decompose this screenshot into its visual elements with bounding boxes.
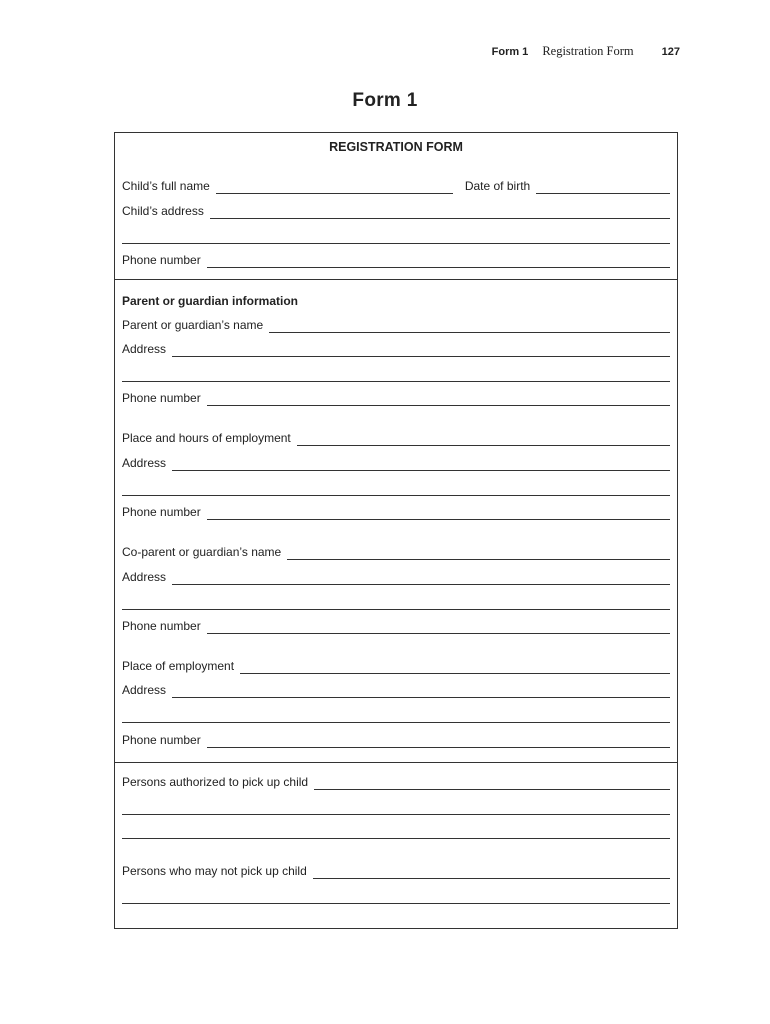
coparent-employment-phone-field[interactable]: [207, 735, 670, 748]
authorized-pickup-field-2[interactable]: [122, 802, 670, 815]
date-of-birth-field[interactable]: [536, 181, 670, 194]
parent-employment-row: [122, 431, 670, 446]
authorized-pickup-label: Persons authorized to pick up child: [122, 775, 309, 789]
parent-employment-address-field[interactable]: [172, 458, 670, 471]
child-address-field[interactable]: [210, 206, 670, 219]
coparent-phone-row: [122, 619, 670, 634]
parent-section-heading: Parent or guardian information: [122, 294, 299, 308]
authorized-pickup-line-2: [122, 800, 670, 815]
coparent-employment-address-field-2[interactable]: [122, 710, 670, 723]
coparent-employment-label: Place of employment: [122, 659, 235, 673]
registration-form: [114, 132, 678, 929]
child-name-field[interactable]: [216, 181, 453, 194]
running-head-title: Registration Form: [542, 44, 634, 58]
child-name-row: [122, 179, 670, 194]
coparent-address-row: [122, 570, 670, 585]
coparent-employment-row: [122, 659, 670, 674]
parent-employment-label: Place and hours of employment: [122, 431, 291, 445]
not-authorized-pickup-field-2[interactable]: [122, 891, 670, 904]
coparent-address-field[interactable]: [172, 572, 670, 585]
child-phone-label: Phone number: [122, 253, 201, 267]
parent-address-field[interactable]: [172, 344, 670, 357]
authorized-pickup-line-3: [122, 824, 670, 839]
form-heading: REGISTRATION FORM: [329, 140, 463, 154]
child-phone-row: [122, 253, 670, 268]
child-phone-field[interactable]: [207, 255, 670, 268]
child-address-label: Child’s address: [122, 204, 204, 218]
coparent-name-row: [122, 545, 670, 560]
parent-employment-phone-row: [122, 505, 670, 520]
authorized-pickup-row: [122, 775, 670, 790]
coparent-employment-address-field[interactable]: [172, 685, 670, 698]
coparent-name-label: Co-parent or guardian’s name: [122, 545, 282, 559]
not-authorized-pickup-row: [122, 864, 670, 879]
coparent-employment-field[interactable]: [240, 661, 670, 674]
pickup-section: [115, 763, 677, 929]
coparent-phone-label: Phone number: [122, 619, 201, 633]
not-authorized-pickup-line-2: [122, 889, 670, 904]
authorized-pickup-field[interactable]: [314, 777, 670, 790]
coparent-address-field-2[interactable]: [122, 597, 670, 610]
page-number: 127: [661, 46, 680, 58]
coparent-address-line-2: [122, 595, 670, 610]
parent-employment-address-label: Address: [122, 456, 167, 470]
not-authorized-pickup-field[interactable]: [313, 866, 670, 879]
parent-name-row: [122, 318, 670, 333]
parent-employment-phone-label: Phone number: [122, 505, 201, 519]
child-address-row: [122, 204, 670, 219]
coparent-employment-address-row: [122, 683, 670, 698]
page-title: Form 1: [352, 90, 418, 111]
authorized-pickup-field-3[interactable]: [122, 826, 670, 839]
coparent-address-label: Address: [122, 570, 167, 584]
coparent-employment-phone-label: Phone number: [122, 733, 201, 747]
parent-employment-phone-field[interactable]: [207, 507, 670, 520]
parent-address-label: Address: [122, 342, 167, 356]
date-of-birth-label: Date of birth: [464, 179, 531, 193]
coparent-employment-phone-row: [122, 733, 670, 748]
coparent-employment-address-line-2: [122, 708, 670, 723]
child-name-label: Child’s full name: [122, 179, 210, 193]
parent-phone-field[interactable]: [207, 393, 670, 406]
parent-address-field-2[interactable]: [122, 369, 670, 382]
running-head: [492, 44, 680, 59]
parent-employment-address-field-2[interactable]: [122, 483, 670, 496]
running-head-form-label: Form 1: [491, 46, 529, 58]
parent-name-label: Parent or guardian’s name: [122, 318, 264, 332]
parent-section: [115, 280, 677, 763]
child-address-line-2: [122, 229, 670, 244]
child-address-field-2[interactable]: [122, 231, 670, 244]
parent-employment-field[interactable]: [297, 433, 670, 446]
parent-name-field[interactable]: [269, 320, 670, 333]
parent-address-row: [122, 342, 670, 357]
parent-phone-row: [122, 391, 670, 406]
parent-employment-address-line-2: [122, 481, 670, 496]
coparent-employment-address-label: Address: [122, 683, 167, 697]
coparent-phone-field[interactable]: [207, 621, 670, 634]
coparent-name-field[interactable]: [287, 547, 670, 560]
not-authorized-pickup-label: Persons who may not pick up child: [122, 864, 307, 878]
parent-phone-label: Phone number: [122, 391, 201, 405]
parent-address-line-2: [122, 367, 670, 382]
parent-employment-address-row: [122, 456, 670, 471]
child-section: [115, 133, 677, 280]
